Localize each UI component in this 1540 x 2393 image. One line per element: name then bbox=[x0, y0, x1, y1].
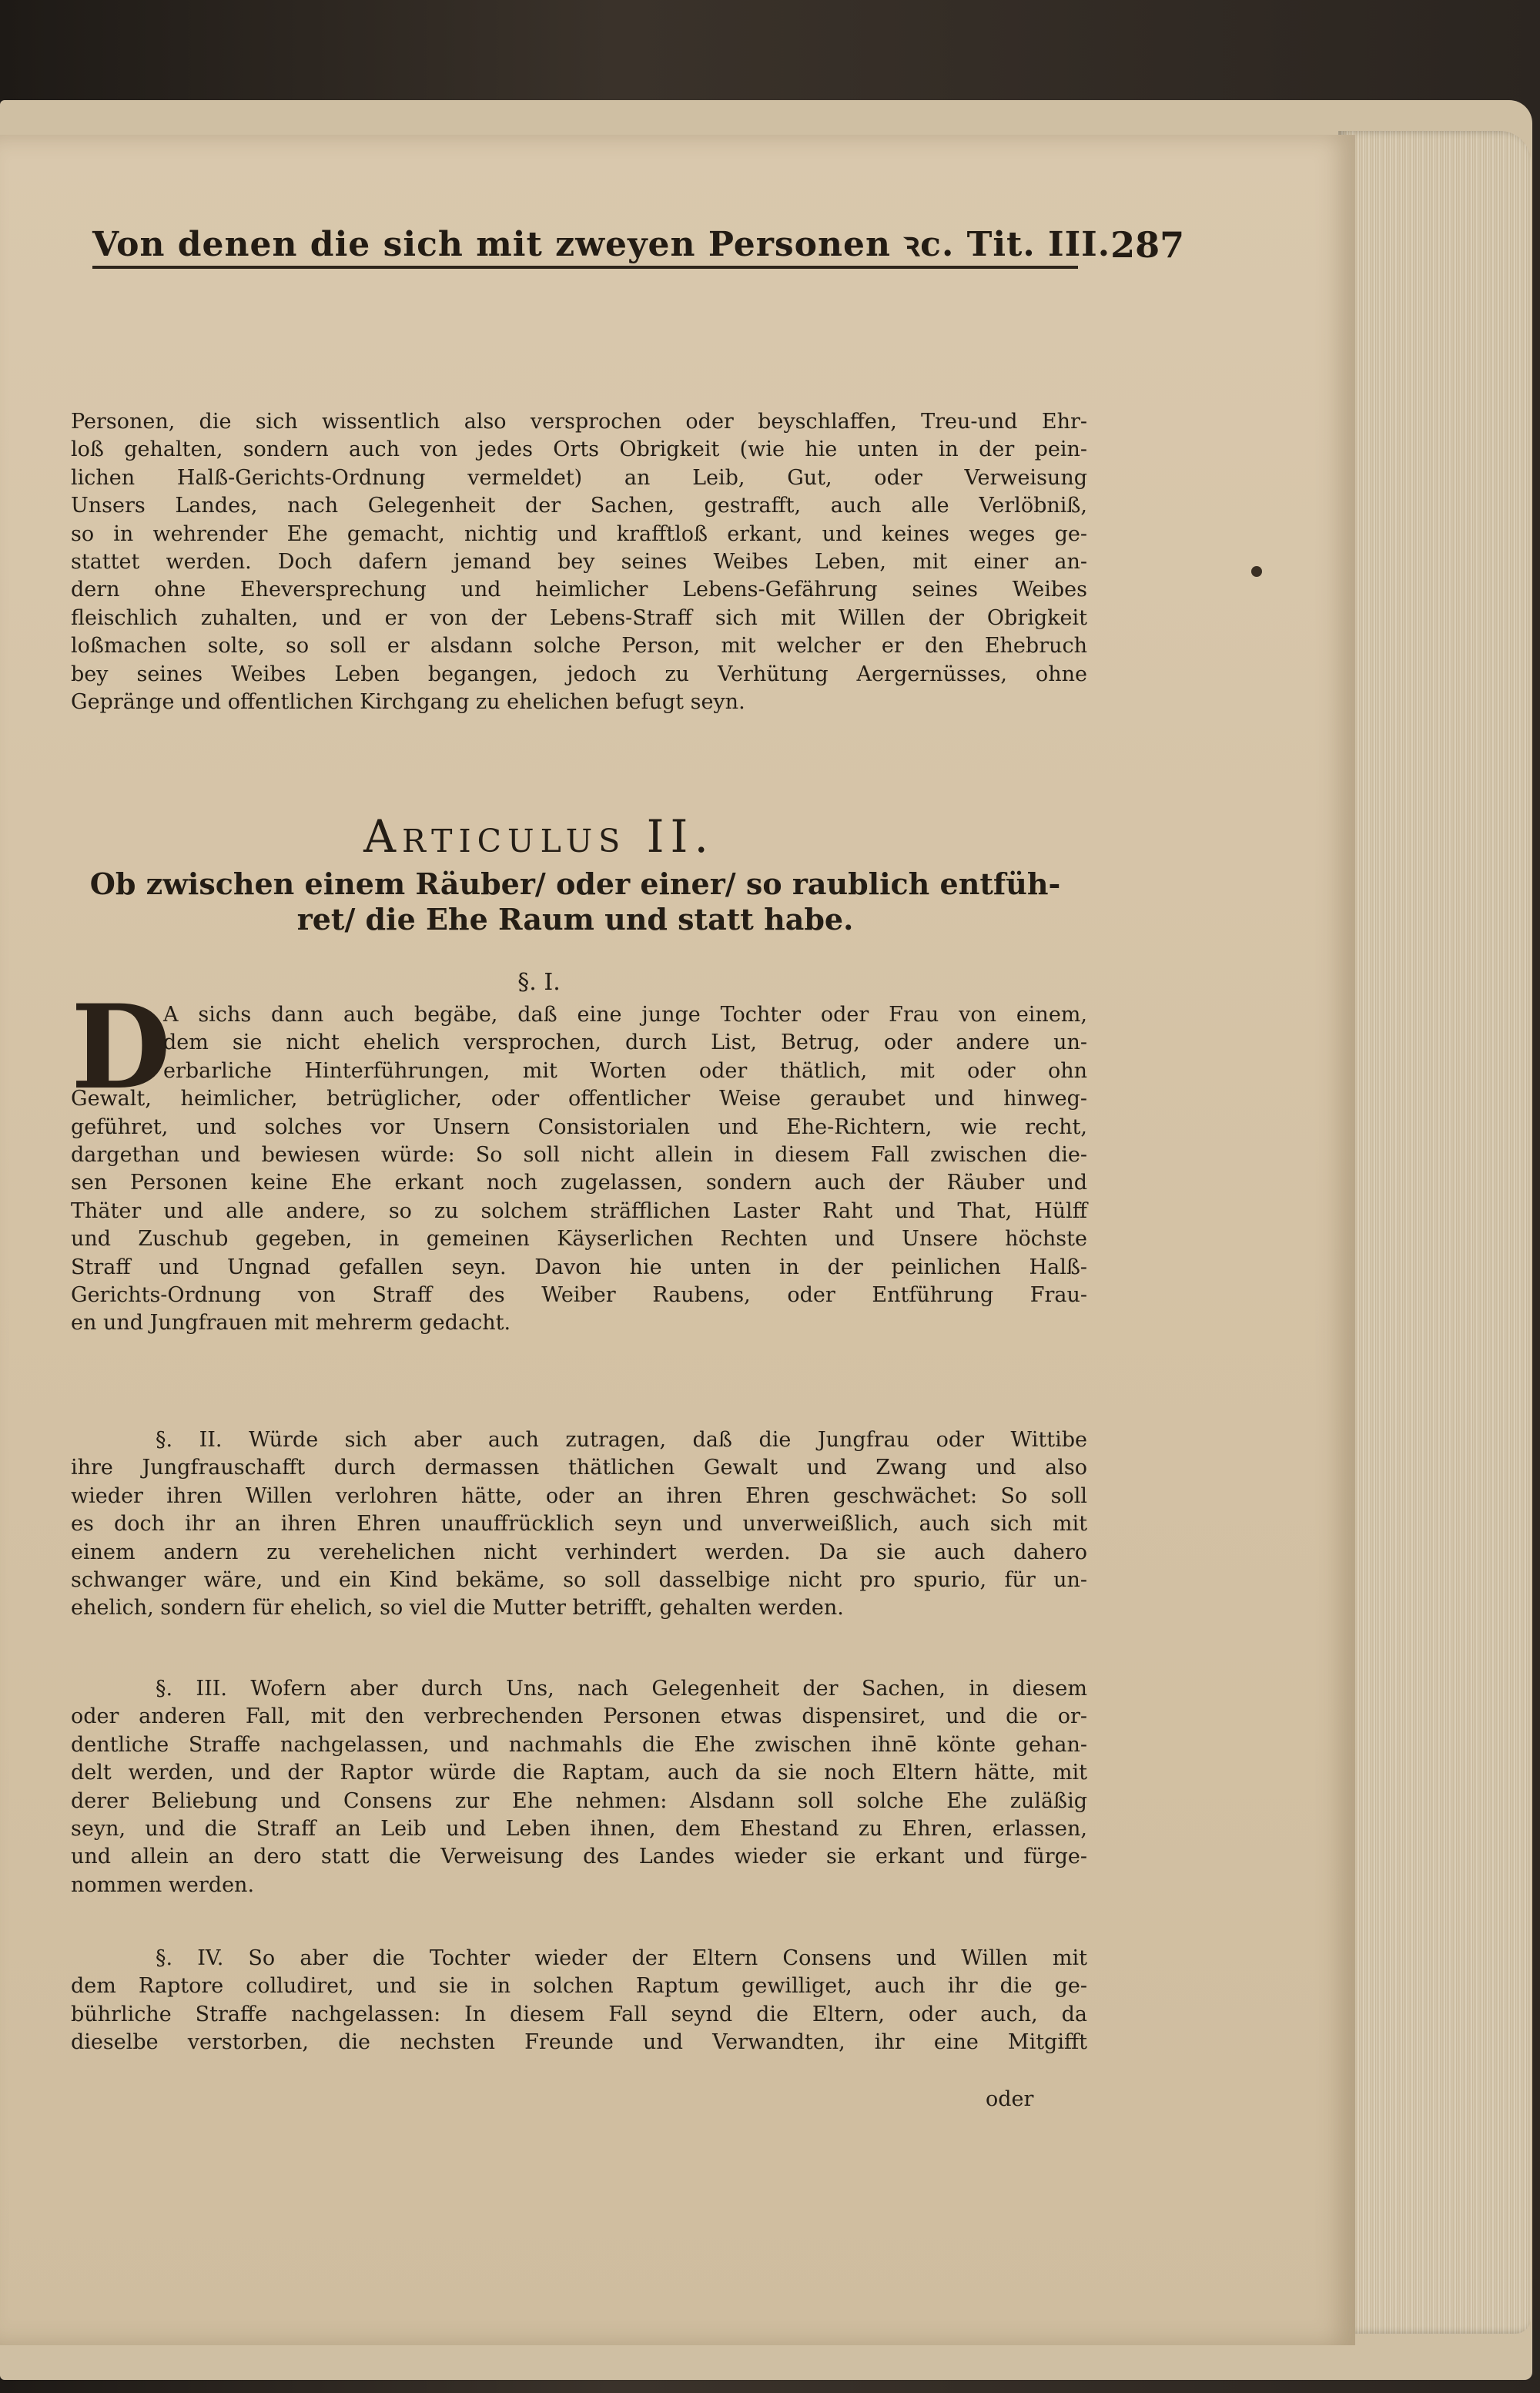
text-line: dargethan und bewiesen würde: So soll nicht allein in diesem Fall zwischen die- bbox=[71, 1143, 1087, 1168]
text-line: lichen Halß-Gerichts-Ordnung vermeldet) an Leib, Gut, oder Verweisung bbox=[71, 465, 1087, 490]
text-line: A sichs dann auch begäbe, daß eine junge Tochter oder Frau von einem, bbox=[163, 1003, 1087, 1027]
text-line: einem andern zu verehelichen nicht verhindert werden. Da sie auch dahero bbox=[71, 1540, 1087, 1564]
question-line: Ob zwischen einem Räuber/ oder einer/ so raublich entfüh- bbox=[89, 866, 1061, 901]
text-line: bührliche Straffe nachgelassen: In diesem Fall seynd die Eltern, oder auch, da bbox=[71, 2002, 1087, 2026]
text-line: delt werden, und der Raptor würde die Raptam, auch da sie noch Eltern hätte, mit bbox=[71, 1761, 1087, 1785]
text-line: dentliche Straffe nachgelassen, und nachmahls die Ehe zwischen ihnē könte gehan- bbox=[71, 1732, 1087, 1757]
text-line: stattet werden. Doch dafern jemand bey seines Weibes Leben, mit einer an- bbox=[71, 550, 1087, 575]
text-line: geführet, und solches vor Unsern Consistorialen und Ehe-Richtern, wie recht, bbox=[71, 1114, 1087, 1139]
text-line: dieselbe verstorben, die nechsten Freunde und Verwandten, ihr eine Mitgifft bbox=[71, 2030, 1087, 2055]
text-line: schwanger wäre, und ein Kind bekäme, so soll dasselbige nicht pro spurio, für un- bbox=[71, 1568, 1087, 1593]
section-3-paragraph bbox=[71, 1675, 1087, 1899]
ink-spot bbox=[1251, 566, 1262, 577]
text-line: und allein an dero statt die Verweisung des Landes wieder sie erkant und fürge- bbox=[71, 1845, 1087, 1869]
text-line: sen Personen keine Ehe erkant noch zugelassen, sondern auch der Räuber und bbox=[71, 1171, 1087, 1195]
text-line: §. II. Würde sich aber auch zutragen, daß die Jungfrau oder Wittibe bbox=[156, 1428, 1087, 1452]
text-line: loßmachen solte, so soll er alsdann solche Person, mit welcher er den Ehebruch bbox=[71, 634, 1087, 659]
text-line: en und Jungfrauen mit mehrerm gedacht. bbox=[71, 1311, 511, 1336]
section-1-paragraph bbox=[71, 1001, 1087, 1338]
text-line: ihre Jungfrauschafft durch dermassen thätlichen Gewalt und Zwang und also bbox=[71, 1456, 1087, 1480]
text-line: Gewalt, heimlicher, betrüglicher, oder offentlicher Weise geraubet und hinweg- bbox=[71, 1087, 1087, 1111]
article-title: Articulus II. bbox=[363, 810, 715, 863]
text-line: Gepränge und offentlichen Kirchgang zu ehelichen befugt seyn. bbox=[71, 690, 745, 715]
text-line: dem sie nicht ehelich versprochen, durch List, Betrug, oder andere un- bbox=[163, 1031, 1087, 1055]
text-line: seyn, und die Straff an Leib und Leben ihnen, dem Ehestand zu Ehren, erlassen, bbox=[71, 1817, 1087, 1842]
article-question bbox=[71, 866, 1080, 937]
catchword: oder bbox=[986, 2087, 1034, 2111]
page-number: 287 bbox=[1110, 224, 1185, 266]
text-line: Straff und Ungnad gefallen seyn. Davon hie unten in der peinlichen Halß- bbox=[71, 1255, 1087, 1279]
running-header bbox=[92, 196, 1185, 269]
text-line: Gerichts-Ordnung von Straff des Weiber Raubens, oder Entführung Frau- bbox=[71, 1283, 1087, 1308]
intro-paragraph bbox=[71, 408, 1087, 716]
text-line: fleischlich zuhalten, und er von der Lebens-Straff sich mit Willen der Obrigkeit bbox=[71, 605, 1087, 630]
question-line: ret/ die Ehe Raum und statt habe. bbox=[296, 902, 854, 937]
text-line: wieder ihren Willen verlohren hätte, oder an ihren Ehren geschwächet: So soll bbox=[71, 1483, 1087, 1508]
text-line: bey seines Weibes Leben begangen, jedoch zu Verhütung Aergernüsses, ohne bbox=[71, 662, 1087, 686]
running-title: Von denen die sich mit zweyen Personen ꝛc. Tit. III. bbox=[92, 225, 1111, 264]
text-line: §. IV. So aber die Tochter wieder der Eltern Consens und Willen mit bbox=[156, 1946, 1087, 1970]
section-2-paragraph bbox=[71, 1426, 1087, 1623]
text-line: Personen, die sich wissentlich also versprochen oder beyschlaffen, Treu-und Ehr- bbox=[71, 410, 1087, 434]
text-line: §. III. Wofern aber durch Uns, nach Gelegenheit der Sachen, in diesem bbox=[156, 1677, 1087, 1701]
text-line: erbarliche Hinterführungen, mit Worten oder thätlich, mit oder ohn bbox=[163, 1058, 1087, 1083]
text-line: so in wehrender Ehe gemacht, nichtig und krafftloß erkant, und keines weges ge- bbox=[71, 521, 1087, 546]
page-edges bbox=[1338, 131, 1531, 2334]
text-line: und Zuschub gegeben, in gemeinen Käyserlichen Rechten und Unsere höchste bbox=[71, 1227, 1087, 1252]
text-line: loß gehalten, sondern auch von jedes Orts Obrigkeit (wie hie unten in der pein- bbox=[71, 437, 1087, 462]
text-line: dem Raptore colludiret, und sie in solchen Raptum gewilliget, auch ihr die ge- bbox=[71, 1974, 1087, 1999]
text-line: Thäter und alle andere, so zu solchem sträfflichen Laster Raht und That, Hülff bbox=[71, 1198, 1087, 1223]
text-line: es doch ihr an ihren Ehren unauffrücklich seyn und unverweißlich, auch sich mit bbox=[71, 1512, 1087, 1537]
text-line: derer Beliebung und Consens zur Ehe nehmen: Alsdann soll solche Ehe zuläßig bbox=[71, 1788, 1087, 1813]
text-line: ehelich, sondern für ehelich, so viel die Mutter betrifft, gehalten werden. bbox=[71, 1596, 844, 1620]
text-line: dern ohne Eheversprechung und heimlicher Lebens-Gefährung seines Weibes bbox=[71, 578, 1087, 602]
section-mark: §. I. bbox=[517, 969, 561, 996]
section-4-paragraph bbox=[71, 1945, 1087, 2057]
text-line: oder anderen Fall, mit den verbrechenden Personen etwas dispensiret, und die or- bbox=[71, 1704, 1087, 1729]
text-line: nommen werden. bbox=[71, 1872, 255, 1897]
drop-cap-initial: D bbox=[71, 980, 172, 1115]
text-line: Unsers Landes, nach Gelegenheit der Sachen, gestrafft, auch alle Verlöbniß, bbox=[71, 494, 1087, 518]
